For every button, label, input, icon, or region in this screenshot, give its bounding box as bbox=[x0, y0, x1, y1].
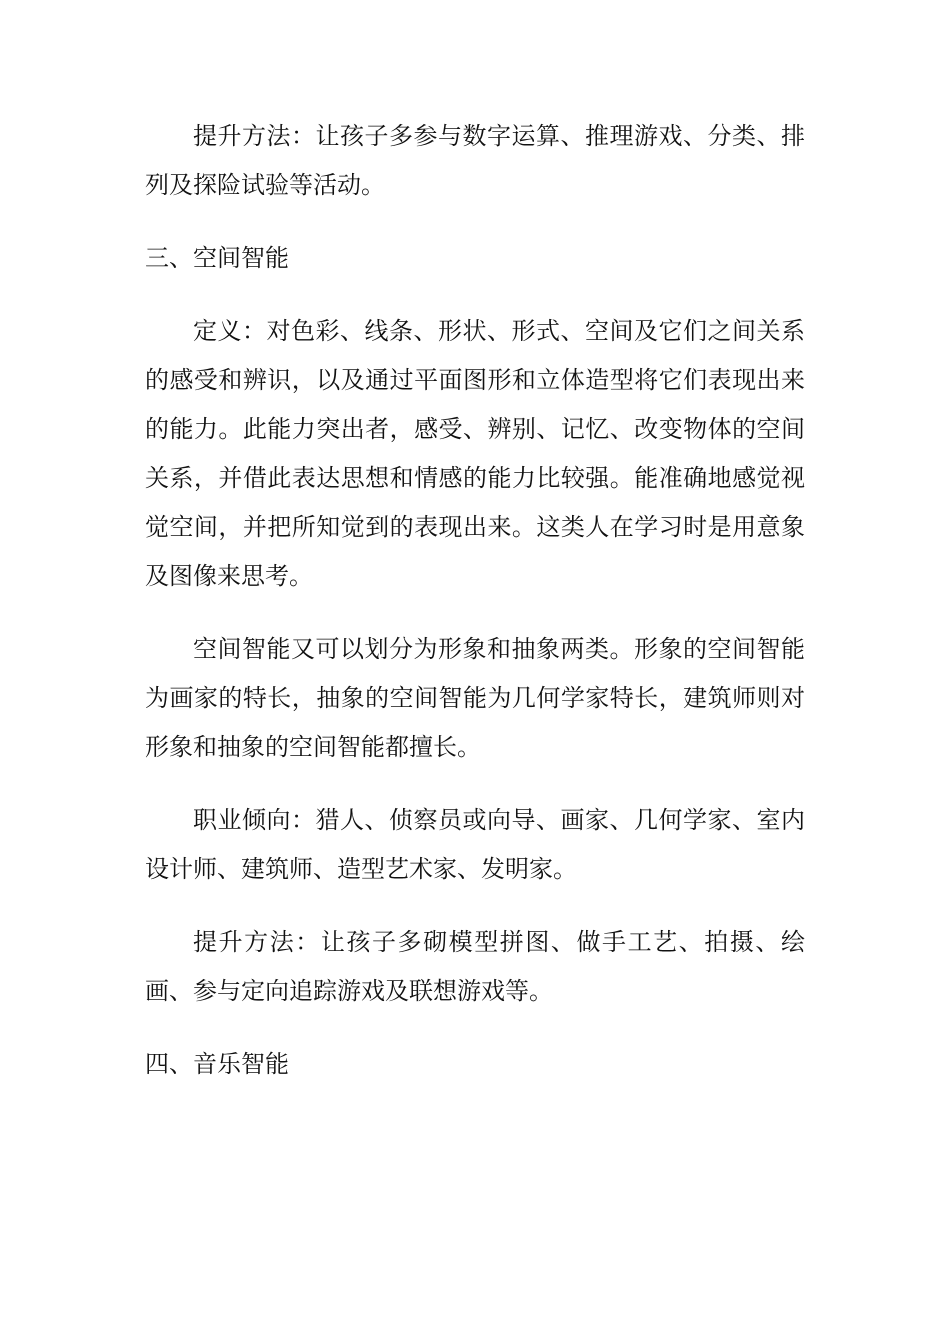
section-heading-spatial-intelligence: 三、空间智能 bbox=[145, 244, 289, 272]
document-body bbox=[145, 112, 805, 1113]
paragraph-improvement-methods-logic: 提升方法：让孩子多参与数字运算、推理游戏、分类、排列及探险试验等活动。 bbox=[145, 122, 805, 199]
paragraph-definition-spatial: 定义：对色彩、线条、形状、形式、空间及它们之间关系的感受和辨识，以及通过平面图形和立体造型将它们表现出来的能力。此能力突出者，感受、辨别、记忆、改变物体的空间关系，并借此表达思想和情感的能力比较强。能准确地感觉视觉空间，并把所知觉到的表现出来。这类人在学习时是用意象及图像来思考。 bbox=[145, 317, 805, 590]
paragraph-improvement-methods-spatial: 提升方法：让孩子多砌模型拼图、做手工艺、拍摄、绘画、参与定向追踪游戏及联想游戏等。 bbox=[145, 928, 805, 1005]
paragraph-spatial-types: 空间智能又可以划分为形象和抽象两类。形象的空间智能为画家的特长，抽象的空间智能为几何学家特长，建筑师则对形象和抽象的空间智能都擅长。 bbox=[145, 635, 805, 761]
paragraph-career-tendency: 职业倾向：猎人、侦察员或向导、画家、几何学家、室内设计师、建筑师、造型艺术家、发明家。 bbox=[145, 806, 805, 883]
section-heading-musical-intelligence: 四、音乐智能 bbox=[145, 1050, 289, 1078]
